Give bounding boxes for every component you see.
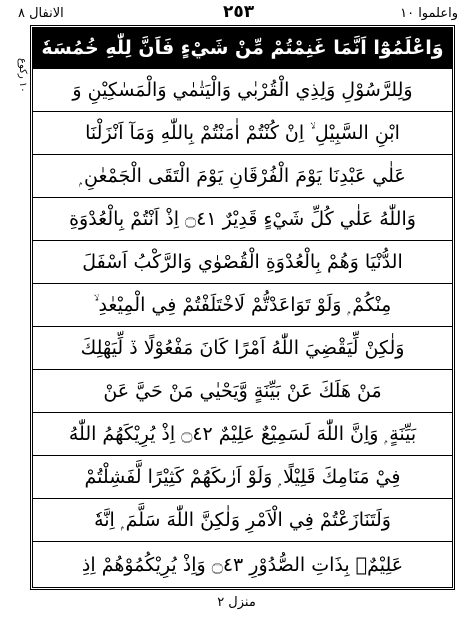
verse-line-9: مَنْ هَلَكَ عَنْ بَيِّنَةٍ وَّيَحْيٰي مَنْ حَيَّ عَنْ (33, 370, 452, 413)
verse-line-7: مِنْكُمْ ۭ وَلَوْ تَوَاعَدْتُّمْ لَاخْتَلَفْتُمْ فِي الْمِيْعٰدِ ۙ (33, 284, 452, 327)
verse-lines (33, 28, 452, 587)
verse-line-11: فِيْ مَنَامِكَ قَلِيْلًا ۭ وَلَوْ اَرٰىكَهُمْ كَثِيْرًا لَّفَشِلْتُمْ (33, 456, 452, 499)
verse-line-6: الدُّنْيَا وَهُمْ بِالْعُدْوَةِ الْقُصْوٰي وَالرَّكْبُ اَسْفَلَ (33, 241, 452, 284)
verse-line-3: ابْنِ السَّبِيْلِ ۙ اِنْ كُنْتُمْ اٰمَنْتُمْ بِاللّٰهِ وَمَآ اَنْزَلْنَا (33, 112, 452, 155)
ruku-marker: ١٠ رکوع (17, 57, 28, 93)
juz-name: واعلموا ١٠ (400, 6, 458, 21)
verse-line-1: وَاعْلَمُوْٓا اَنَّمَا غَنِمْتُمْ مِّنْ شَيْءٍ فَاَنَّ لِلّٰهِ خُمُسَهٗ (33, 28, 452, 69)
verse-line-4: عَلٰي عَبْدِنَا يَوْمَ الْفُرْقَانِ يَوْمَ الْتَقَى الْجَمْعٰنِ ۭ (33, 155, 452, 198)
verse-line-12: وَلَتَنَازَعْتُمْ فِي الْاَمْرِ وَلٰكِنَّ اللّٰهَ سَلَّمَ ۭ اِنَّهٗ (33, 499, 452, 542)
page-number: ٢٥٣ (223, 2, 255, 22)
surah-name: الانفال ٨ (18, 6, 64, 21)
verse-line-10: بَيِّنَةٍ ۭ وَاِنَّ اللّٰهَ لَسَمِيْعٌ عَلِيْمٌ ۝٤٢ اِذْ يُرِيْكَهُمُ اللّٰهُ (33, 413, 452, 456)
verse-line-8: وَلٰكِنْ لِّيَقْضِيَ اللّٰهُ اَمْرًا كَانَ مَفْعُوْلًا ڏ لِّيَهْلِكَ (33, 327, 452, 370)
page-header (18, 2, 458, 26)
verse-line-13: عَلِيْمٌۢ بِذَاتِ الصُّدُوْرِ ۝٤٣ وَاِذْ يُرِيْكُمُوْهُمْ اِذِ (81, 553, 404, 576)
manzil-footer: منزل ٢ (217, 595, 256, 610)
verse-line-5: وَاللّٰهُ عَلٰي كُلِّ شَيْءٍ قَدِيْرٌ ۝٤١ اِذْ اَنْتُمْ بِالْعُدْوَةِ (33, 198, 452, 241)
verse-line-2: وَلِلرَّسُوْلِ وَلِذِي الْقُرْبٰي وَالْيَتٰمٰي وَالْمَسٰكِيْنِ وَ (33, 69, 452, 112)
